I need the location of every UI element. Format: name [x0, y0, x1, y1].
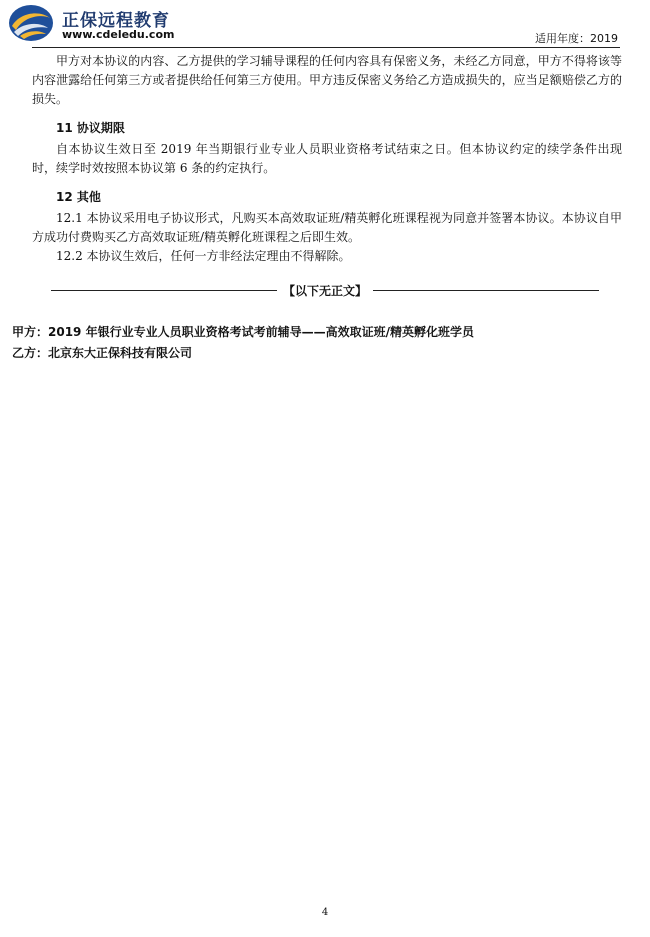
page-number: 4 [321, 907, 329, 918]
document-body [32, 52, 622, 266]
section-11-heading: 11 协议期限 [56, 121, 125, 135]
confidentiality-paragraph: 甲方对本协议的内容、乙方提供的学习辅导课程的任何内容具有保密义务，未经乙方同意，甲方不得将该等内容泄露给任何第三方或者提供给任何第三方使用。甲方违反保密义务给乙方造成损失的，应当足额赔偿乙方的损失。 [32, 54, 622, 106]
page-header [0, 0, 650, 50]
header-divider [32, 47, 620, 48]
section-12-clause-2: 12.2 本协议生效后，任何一方非经法定理由不得解除。 [56, 249, 351, 263]
brand-url: www.cdeledu.com [62, 28, 175, 41]
party-a: 甲方：2019 年银行业专业人员职业资格考试考前辅导——高效取证班/精英孵化班学员 [12, 325, 474, 339]
section-11-paragraph: 自本协议生效日至 2019 年当期银行业专业人员职业资格考试结束之日。但本协议约定的续学条件出现时，续学时效按照本协议第 6 条的约定执行。 [32, 142, 622, 175]
party-b: 乙方：北京东大正保科技有限公司 [12, 346, 193, 360]
end-line-right-rule [373, 290, 599, 291]
section-12-heading: 12 其他 [56, 190, 101, 204]
applicable-year: 适用年度：2019 [535, 32, 618, 45]
end-line-left-rule [51, 290, 277, 291]
end-of-text-label: 【以下无正文】 [282, 284, 367, 298]
section-12-clause-1: 12.1 本协议采用电子协议形式，凡购买本高效取证班/精英孵化班课程视为同意并签署本协议。本协议自甲方成功付费购买乙方高效取证班/精英孵化班课程之后即生效。 [32, 211, 622, 244]
company-logo-icon [6, 2, 56, 44]
brand-name: 正保远程教育 [62, 11, 170, 31]
end-of-text-marker [20, 282, 630, 299]
